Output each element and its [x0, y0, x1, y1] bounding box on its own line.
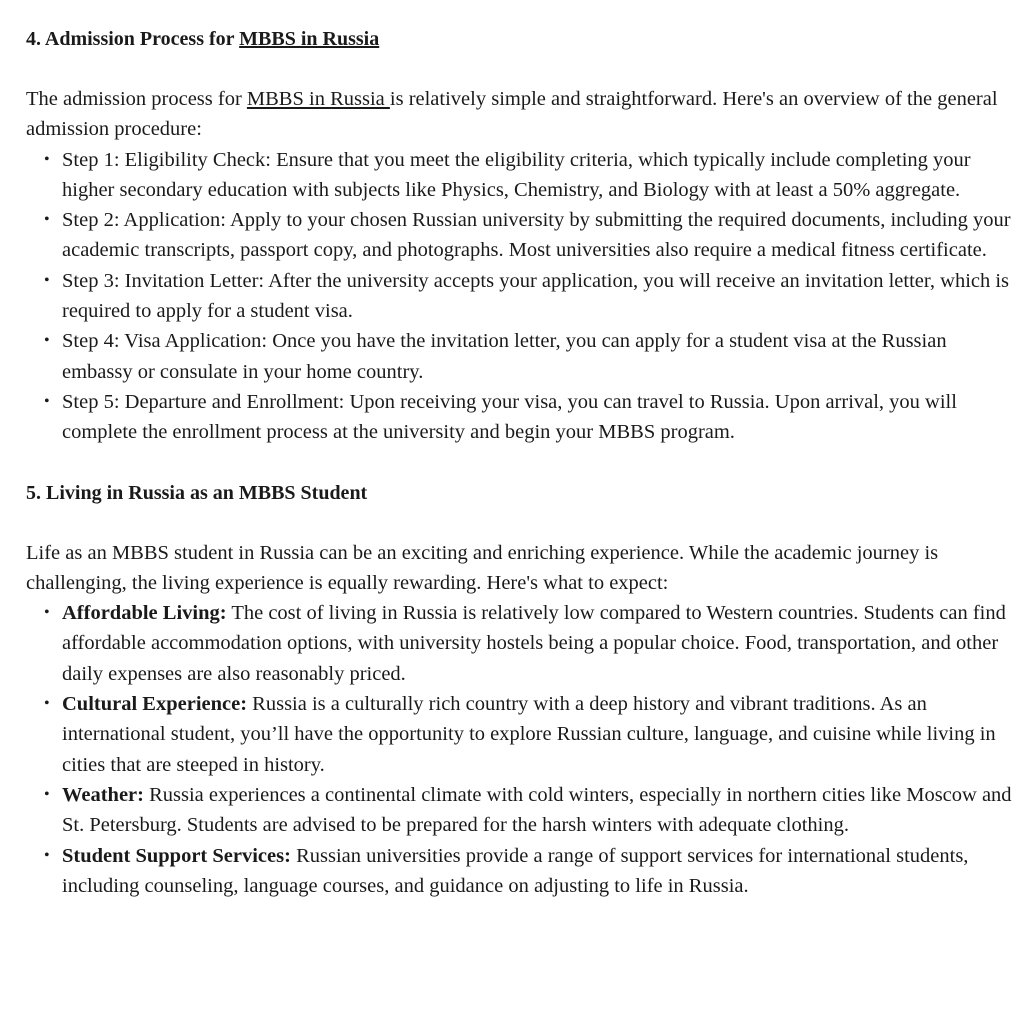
section-4-heading-text: 4. Admission Process for — [26, 28, 240, 50]
list-item-step-2 — [44, 205, 1016, 266]
list-item-step-4 — [44, 326, 1016, 387]
list-item-cultural-experience — [44, 689, 1016, 780]
section-4-intro — [26, 84, 1016, 145]
bullet-icon: • — [44, 695, 50, 713]
living-in-russia-list — [26, 598, 1016, 901]
spacer — [26, 508, 1016, 538]
list-item-student-support-services — [44, 841, 1016, 902]
bullet-icon: • — [44, 150, 50, 168]
bullet-icon: • — [44, 332, 50, 350]
bullet-icon: • — [44, 785, 50, 803]
item-text: Russia experiences a continental climate with cold winters, especially in northern cities like Moscow and St. Petersburg. Students are advised to be prepared for the harsh winters with adequate clothing. — [62, 783, 1012, 837]
item-label: Student Support Services: — [62, 844, 291, 867]
spacer — [26, 448, 1016, 478]
bullet-icon: • — [44, 271, 50, 289]
bullet-icon: • — [44, 211, 50, 229]
step-text: Step 3: Invitation Letter: After the university accepts your application, you will receive an invitation letter, which is required to apply for a student visa. — [62, 269, 1010, 323]
item-text: Russia is a culturally rich country with a deep history and vibrant traditions. As an international student, you’ll have the opportunity to explore Russian culture, language, and cuisine while living in cities that are steeped in history. — [62, 693, 996, 776]
step-text: Step 2: Application: Apply to your chosen Russian university by submitting the required documents, including your academic transcripts, passport copy, and photographs. Most universities also require a medical fitness certificate. — [62, 209, 1011, 262]
section-4-heading — [26, 24, 1016, 54]
item-label: Weather: — [62, 783, 144, 806]
list-item-step-1 — [44, 145, 1016, 206]
list-item-step-5 — [44, 387, 1016, 448]
step-text: Step 5: Departure and Enrollment: Upon receiving your visa, you can travel to Russia. Upon arrival, you will complete the enrollment process at the university and begin your MBBS program. — [62, 390, 957, 444]
spacer — [26, 54, 1016, 84]
bullet-icon: • — [44, 604, 50, 622]
intro-text-before: The admission process for — [26, 88, 247, 110]
item-label: Affordable Living: — [62, 602, 227, 625]
admission-steps-list — [26, 145, 1016, 448]
section-5-intro: Life as an MBBS student in Russia can be an exciting and enriching experience. While the academic journey is challenging, the living experience is equally rewarding. Here's what to expect: — [26, 541, 939, 594]
bullet-icon: • — [44, 392, 50, 410]
item-label: Cultural Experience: — [62, 693, 248, 716]
section-5-heading: 5. Living in Russia as an MBBS Student — [26, 481, 368, 504]
mbbs-in-russia-heading-link[interactable]: MBBS in Russia — [239, 28, 380, 50]
step-text: Step 1: Eligibility Check: Ensure that you meet the eligibility criteria, which typically include completing your higher secondary education with subjects like Physics, Chemistry, and Biology with at least a 50% aggregate. — [62, 148, 971, 201]
list-item-weather — [44, 780, 1016, 841]
step-text: Step 4: Visa Application: Once you have the invitation letter, you can apply for a student visa at the Russian embassy or consulate in your home country. — [62, 330, 947, 383]
list-item-affordable-living — [44, 598, 1016, 689]
item-text: Russian universities provide a range of support services for international students, including counseling, language courses, and guidance on adjusting to life in Russia. — [62, 844, 969, 897]
list-item-step-3 — [44, 266, 1016, 327]
intro-text-after: is relatively simple and straightforward. Here's an overview of the general admission procedure: — [26, 88, 998, 141]
mbbs-in-russia-inline-link[interactable]: MBBS in Russia — [246, 88, 390, 110]
bullet-icon: • — [44, 846, 50, 864]
item-text: The cost of living in Russia is relatively low compared to Western countries. Students can find affordable accommodation options, with university hostels being a popular choice. Food, transportation, and other daily expenses are also reasonably priced. — [62, 602, 1006, 685]
